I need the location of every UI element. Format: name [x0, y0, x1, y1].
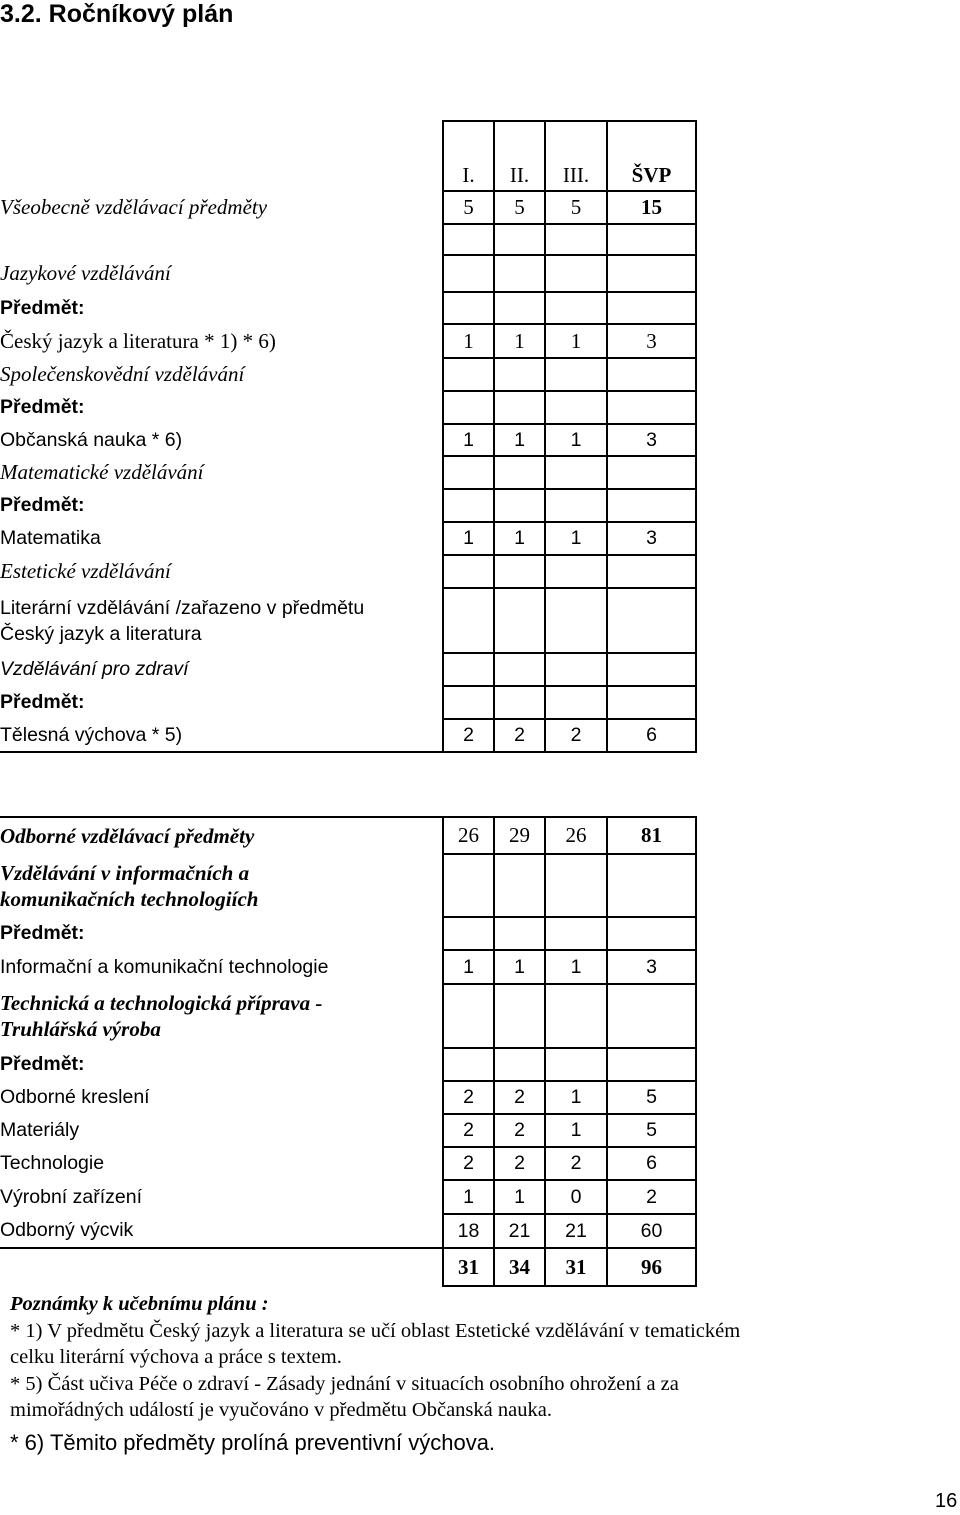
table-row — [0, 292, 696, 324]
table-row — [0, 191, 696, 224]
value-cell: 5 — [545, 191, 607, 224]
table-row — [0, 917, 696, 950]
row-label: Tělesná výchova * 5) — [0, 719, 443, 752]
row-label: Předmět: — [0, 391, 443, 424]
notes-title: Poznámky k učebnímu plánu : — [10, 1293, 269, 1315]
table-row — [0, 424, 696, 456]
page-heading: 3.2. Ročníkový plán — [0, 0, 234, 28]
row-label-line: Český jazyk a literatura — [0, 622, 202, 645]
page-number: 16 — [935, 1490, 958, 1512]
value-cell: 1 — [545, 424, 607, 456]
table-row — [0, 555, 696, 588]
note-5-line-1: * 5) Část učiva Péče o zdraví - Zásady jednání v situacích osobního ohrožení a za — [10, 1372, 679, 1395]
table-row — [0, 358, 696, 391]
row-label: Výrobní zařízení — [0, 1180, 443, 1214]
table-row — [0, 950, 696, 984]
value-cell: 1 — [494, 522, 545, 555]
row-label: Odborné kreslení — [0, 1081, 443, 1114]
value-cell: 1 — [494, 324, 545, 358]
row-label: Vzdělávání pro zdraví — [0, 653, 443, 686]
table-header-row — [0, 121, 696, 191]
table-row — [0, 1048, 696, 1081]
table-row-empty — [0, 224, 696, 255]
value-cell: 5 — [607, 1081, 696, 1114]
value-cell: 2 — [443, 719, 494, 752]
vocational-subjects-table — [0, 816, 697, 1287]
table-row — [0, 984, 696, 1048]
value-cell: 1 — [545, 1114, 607, 1147]
column-header-1: I. — [443, 121, 494, 191]
value-cell: 1 — [545, 950, 607, 984]
total-cell: 34 — [494, 1248, 545, 1286]
table-row — [0, 1147, 696, 1180]
value-cell: 29 — [494, 817, 545, 854]
value-cell: 2 — [545, 1147, 607, 1180]
value-cell: 81 — [607, 817, 696, 854]
value-cell: 2 — [494, 1081, 545, 1114]
table-row — [0, 817, 696, 854]
general-subjects-table — [0, 120, 697, 753]
value-cell: 3 — [607, 324, 696, 358]
row-label: Materiály — [0, 1114, 443, 1147]
value-cell: 5 — [443, 191, 494, 224]
value-cell: 1 — [443, 950, 494, 984]
table-row — [0, 456, 696, 489]
column-header-svp: ŠVP — [607, 121, 696, 191]
value-cell: 1 — [545, 522, 607, 555]
table-row — [0, 391, 696, 424]
value-cell: 1 — [443, 1180, 494, 1214]
note-5-line-2: mimořádných událostí je vyučováno v předmětu Občanská nauka. — [10, 1399, 552, 1421]
row-label: Předmět: — [0, 1048, 443, 1081]
row-label-line: komunikačních technologiích — [0, 886, 259, 911]
value-cell: 2 — [443, 1081, 494, 1114]
table-row — [0, 1114, 696, 1147]
table-row — [0, 854, 696, 917]
value-cell: 2 — [494, 1147, 545, 1180]
value-cell: 6 — [607, 719, 696, 752]
value-cell: 5 — [494, 191, 545, 224]
row-label: Informační a komunikační technologie — [0, 950, 443, 984]
value-cell: 2 — [607, 1180, 696, 1214]
column-header-2: II. — [494, 121, 545, 191]
value-cell: 1 — [494, 1180, 545, 1214]
value-cell: 3 — [607, 950, 696, 984]
total-cell: 31 — [443, 1248, 494, 1286]
value-cell: 21 — [494, 1214, 545, 1248]
note-6: * 6) Těmito předměty prolíná preventivní výchova. — [10, 1429, 496, 1455]
section-title-general: Všeobecně vzdělávací předměty — [0, 191, 443, 224]
row-label: Předmět: — [0, 489, 443, 522]
row-label-line: Vzdělávání v informačních a — [0, 860, 250, 885]
row-label: Jazykové vzdělávání — [0, 255, 443, 292]
value-cell: 18 — [443, 1214, 494, 1248]
section-title-vocational: Odborné vzdělávací předměty — [0, 817, 443, 854]
value-cell: 1 — [443, 522, 494, 555]
table-row — [0, 489, 696, 522]
value-cell: 5 — [607, 1114, 696, 1147]
row-label: Technologie — [0, 1147, 443, 1180]
table-row — [0, 1081, 696, 1114]
value-cell: 1 — [494, 424, 545, 456]
value-cell: 2 — [494, 1114, 545, 1147]
table-row — [0, 324, 696, 358]
value-cell: 2 — [443, 1147, 494, 1180]
table-row — [0, 1214, 696, 1248]
row-label-two-line — [0, 984, 443, 1048]
row-label: Estetické vzdělávání — [0, 555, 443, 588]
row-label: Předmět: — [0, 686, 443, 719]
value-cell: 60 — [607, 1214, 696, 1248]
total-cell: 31 — [545, 1248, 607, 1286]
value-cell: 1 — [494, 950, 545, 984]
row-label-two-line — [0, 588, 443, 653]
value-cell: 2 — [545, 719, 607, 752]
totals-row — [0, 1248, 696, 1286]
total-cell: 96 — [607, 1248, 696, 1286]
row-label: Předmět: — [0, 292, 443, 324]
value-cell: 1 — [545, 324, 607, 358]
value-cell: 1 — [443, 324, 494, 358]
row-label: Společenskovědní vzdělávání — [0, 358, 443, 391]
row-label: Český jazyk a literatura * 1) * 6) — [0, 324, 443, 358]
row-label-line: Literární vzdělávání /zařazeno v předmětu — [0, 596, 365, 619]
value-cell: 26 — [443, 817, 494, 854]
row-label: Matematické vzdělávání — [0, 456, 443, 489]
table-row — [0, 255, 696, 292]
table-row — [0, 1180, 696, 1214]
row-label-line: Truhlářská výroba — [0, 1017, 161, 1041]
row-label: Matematika — [0, 522, 443, 555]
note-1-line-2: celku literární výchova a práce s textem. — [10, 1346, 342, 1368]
row-label: Předmět: — [0, 917, 443, 950]
row-label-line: Technická a technologická příprava - — [0, 991, 323, 1015]
table-row — [0, 719, 696, 752]
table-row — [0, 686, 696, 719]
note-1-line-1: * 1) V předmětu Český jazyk a literatura se učí oblast Estetické vzdělávání v tematickém — [10, 1319, 741, 1342]
column-header-3: III. — [545, 121, 607, 191]
table-row — [0, 653, 696, 686]
value-cell: 1 — [545, 1081, 607, 1114]
value-cell: 3 — [607, 424, 696, 456]
value-cell: 6 — [607, 1147, 696, 1180]
row-label: Občanská nauka * 6) — [0, 424, 443, 456]
row-label-two-line — [0, 854, 443, 917]
table-row — [0, 522, 696, 555]
value-cell: 0 — [545, 1180, 607, 1214]
value-cell: 1 — [443, 424, 494, 456]
value-cell: 2 — [443, 1114, 494, 1147]
notes-section — [10, 1291, 910, 1456]
row-label: Odborný výcvik — [0, 1214, 443, 1248]
value-cell: 15 — [607, 191, 696, 224]
table-row — [0, 588, 696, 653]
value-cell: 2 — [494, 719, 545, 752]
value-cell: 21 — [545, 1214, 607, 1248]
value-cell: 3 — [607, 522, 696, 555]
value-cell: 26 — [545, 817, 607, 854]
